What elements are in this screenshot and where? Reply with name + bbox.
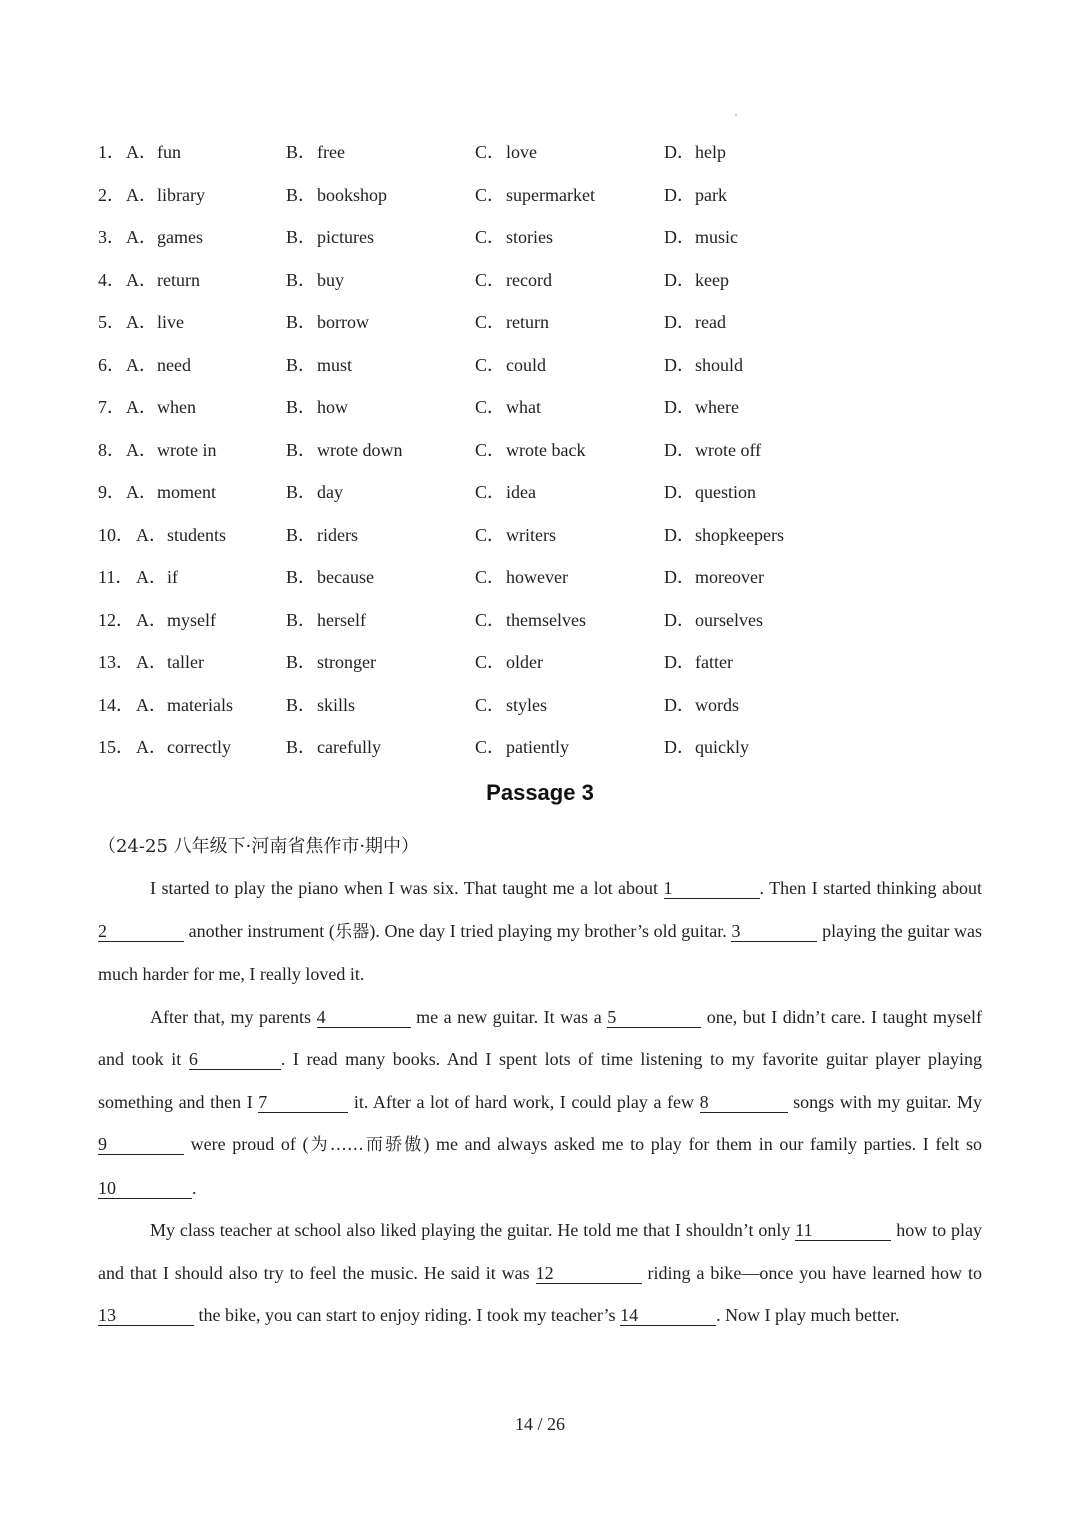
option-letter: A．: [126, 227, 157, 247]
chinese-gloss: 乐器: [334, 921, 370, 942]
option-d: [664, 556, 764, 599]
option-c: [475, 556, 568, 599]
option-a: [136, 556, 178, 599]
option-text: pictures: [317, 227, 374, 247]
option-c: [475, 429, 585, 472]
question-number: 8．: [98, 439, 125, 460]
option-d: [664, 471, 756, 514]
option-text: question: [695, 482, 756, 502]
option-b: [286, 556, 374, 599]
option-text: free: [317, 142, 345, 162]
question-number: 14．: [98, 694, 134, 715]
option-b: [286, 641, 376, 684]
option-row: [98, 556, 998, 599]
text: . Then I started thinking about: [759, 878, 982, 898]
option-c: [475, 259, 552, 302]
option-b: [286, 301, 369, 344]
option-text: park: [695, 184, 727, 205]
option-row: [98, 131, 998, 174]
option-letter: A．: [136, 524, 167, 545]
option-d: [664, 174, 727, 217]
option-letter: B．: [286, 524, 317, 545]
option-a: [136, 641, 204, 684]
blank-1: 1: [664, 878, 760, 899]
passage-source: （24-25 八年级下·河南省焦作市·期中）: [98, 836, 420, 857]
text: riding a bike—once you have learned how to: [641, 1262, 982, 1283]
option-text: older: [506, 652, 543, 672]
text: another instrument (: [184, 920, 335, 941]
question-number: 13．: [98, 652, 134, 672]
option-letter: C．: [475, 694, 506, 715]
option-row: [98, 216, 998, 259]
option-b: [286, 684, 355, 727]
option-c: [475, 386, 541, 429]
option-letter: A．: [136, 567, 167, 587]
option-row: [98, 386, 998, 429]
option-text: stronger: [317, 652, 376, 672]
option-letter: B．: [286, 354, 317, 375]
text: .: [192, 1177, 197, 1198]
option-a: [126, 344, 191, 387]
option-letter: C．: [475, 312, 506, 332]
option-row: [98, 641, 998, 684]
option-text: record: [506, 269, 552, 290]
option-letter: B．: [286, 652, 317, 672]
option-text: carefully: [317, 737, 381, 757]
option-a: [126, 301, 184, 344]
option-row: [98, 599, 998, 642]
option-letter: A．: [136, 652, 167, 672]
blank-11: 11: [795, 1220, 891, 1241]
option-d: [664, 131, 726, 174]
option-d: [664, 726, 749, 769]
option-letter: D．: [664, 482, 695, 502]
option-a: [136, 514, 226, 557]
option-text: library: [157, 184, 205, 205]
option-letter: B．: [286, 227, 317, 247]
option-b: [286, 726, 381, 769]
option-text: wrote off: [695, 439, 762, 460]
option-text: bookshop: [317, 184, 388, 205]
option-letter: D．: [664, 609, 695, 630]
question-number: 5．: [98, 312, 125, 332]
option-text: skills: [317, 694, 356, 715]
blank-13: 13: [98, 1305, 194, 1326]
option-text: myself: [167, 609, 216, 630]
text: ) me and always asked me to play for them in our family parties. I felt so: [423, 1134, 982, 1154]
chinese-gloss: 为……而骄傲: [308, 1135, 424, 1155]
option-letter: A．: [126, 439, 157, 460]
text: were proud of (: [184, 1134, 309, 1154]
blank-8: 8: [700, 1092, 788, 1113]
option-b: [286, 344, 352, 387]
option-letter: C．: [475, 397, 506, 417]
question-number: 9．: [98, 482, 125, 502]
option-c: [475, 216, 553, 259]
paragraph-3: [98, 1209, 982, 1337]
option-letter: B．: [286, 397, 317, 417]
option-text: how: [317, 397, 348, 417]
option-b: [286, 386, 348, 429]
option-a: [126, 174, 205, 217]
option-text: herself: [317, 609, 366, 630]
option-letter: A．: [126, 269, 157, 290]
option-c: [475, 599, 586, 642]
blank-9: 9: [98, 1134, 184, 1155]
option-letter: C．: [475, 567, 506, 587]
option-text: return: [506, 312, 549, 332]
option-text: students: [167, 524, 227, 545]
option-d: [664, 216, 738, 259]
option-text: writers: [506, 524, 556, 545]
option-letter: C．: [475, 737, 506, 757]
option-b: [286, 216, 374, 259]
option-letter: D．: [664, 269, 695, 290]
question-number: 4．: [98, 269, 125, 290]
question-number: 6．: [98, 354, 125, 375]
question-number: 1．: [98, 142, 125, 162]
option-letter: B．: [286, 269, 317, 290]
passage-title: Passage 3: [486, 780, 594, 805]
option-letter: A．: [136, 737, 167, 757]
option-text: where: [695, 397, 739, 417]
option-letter: D．: [664, 227, 695, 247]
option-text: wrote down: [317, 439, 403, 460]
question-number: 11．: [98, 567, 134, 587]
option-text: must: [317, 354, 353, 375]
option-text: wrote in: [157, 439, 217, 460]
option-letter: D．: [664, 567, 695, 587]
option-text: ourselves: [695, 609, 763, 630]
option-a: [126, 259, 200, 302]
option-c: [475, 344, 546, 387]
option-d: [664, 429, 761, 472]
option-b: [286, 599, 366, 642]
option-row: [98, 174, 998, 217]
paragraph-2: [98, 996, 982, 1210]
blank-5: 5: [607, 1007, 701, 1028]
option-text: idea: [506, 482, 536, 502]
option-b: [286, 471, 343, 514]
option-letter: D．: [664, 652, 695, 672]
option-c: [475, 684, 547, 727]
option-letter: C．: [475, 269, 506, 290]
option-text: themselves: [506, 609, 586, 630]
option-letter: A．: [126, 142, 157, 162]
option-d: [664, 386, 739, 429]
option-row: [98, 684, 998, 727]
text: how to play and that I should also try to feel the music. He said it was: [98, 1220, 982, 1283]
option-letter: C．: [475, 524, 506, 545]
option-c: [475, 641, 543, 684]
option-letter: D．: [664, 737, 695, 757]
option-text: riders: [317, 524, 358, 545]
option-a: [126, 131, 181, 174]
option-letter: B．: [286, 439, 317, 460]
option-a: [126, 216, 203, 259]
option-text: words: [695, 694, 739, 715]
option-a: [136, 684, 233, 727]
option-letter: A．: [126, 312, 157, 332]
question-number: 3．: [98, 227, 125, 247]
text: . I read many books. And I spent lots of time listening to my favorite guitar player playing something and then I: [98, 1049, 982, 1112]
option-d: [664, 301, 726, 344]
option-a: [136, 726, 231, 769]
option-b: [286, 259, 344, 302]
text: the bike, you can start to enjoy riding. I took my teacher’s: [194, 1305, 621, 1325]
text: I started to play the piano when I was six. That taught me a lot about: [150, 878, 664, 898]
option-letter: B．: [286, 312, 317, 332]
option-letter: D．: [664, 397, 695, 417]
option-row: [98, 259, 998, 302]
option-text: if: [167, 567, 178, 587]
question-number: 7．: [98, 397, 125, 417]
option-letter: A．: [136, 694, 167, 715]
option-text: shopkeepers: [695, 524, 784, 545]
question-number: 15．: [98, 737, 134, 757]
option-d: [664, 641, 733, 684]
option-letter: B．: [286, 609, 317, 630]
option-letter: C．: [475, 142, 506, 162]
paragraph-1: [98, 867, 982, 996]
option-text: because: [317, 567, 374, 587]
option-c: [475, 471, 536, 514]
text: it. After a lot of hard work, I could play a few: [348, 1091, 700, 1112]
text: songs with my guitar. My: [787, 1091, 982, 1112]
option-text: live: [157, 312, 184, 332]
option-text: patiently: [506, 737, 569, 757]
option-a: [126, 471, 216, 514]
option-text: borrow: [317, 312, 369, 332]
option-row: [98, 301, 998, 344]
option-a: [126, 429, 216, 472]
option-letter: B．: [286, 184, 317, 205]
option-text: could: [506, 354, 546, 375]
option-c: [475, 514, 556, 557]
option-letter: A．: [136, 609, 167, 630]
option-d: [664, 599, 763, 642]
option-text: wrote back: [506, 439, 586, 460]
text: After that, my parents: [150, 1006, 317, 1027]
option-text: need: [157, 354, 191, 375]
option-row: [98, 429, 998, 472]
option-text: materials: [167, 694, 233, 715]
question-number: 2．: [98, 184, 125, 205]
scan-dot: [735, 114, 737, 116]
option-b: [286, 174, 387, 217]
option-text: supermarket: [506, 184, 595, 205]
option-text: taller: [167, 652, 204, 672]
option-letter: D．: [664, 184, 695, 205]
option-c: [475, 174, 595, 217]
option-letter: D．: [664, 354, 695, 375]
option-text: quickly: [695, 737, 749, 757]
option-text: games: [157, 227, 203, 247]
blank-3: 3: [731, 921, 817, 942]
text: one, but I didn’t care. I taught myself and took it: [98, 1006, 983, 1069]
option-text: fun: [157, 142, 181, 162]
option-text: when: [157, 397, 196, 417]
text: me a new guitar. It was a: [410, 1006, 608, 1027]
option-text: return: [157, 269, 200, 290]
option-d: [664, 514, 784, 557]
option-text: day: [317, 482, 343, 502]
option-text: keep: [695, 269, 729, 290]
option-d: [664, 344, 743, 387]
option-text: help: [695, 142, 726, 162]
options-list: [98, 131, 998, 769]
blank-7: 7: [258, 1092, 348, 1113]
option-c: [475, 726, 569, 769]
option-letter: D．: [664, 694, 695, 715]
option-letter: B．: [286, 567, 317, 587]
option-text: correctly: [167, 737, 231, 757]
option-b: [286, 514, 358, 557]
option-letter: B．: [286, 142, 317, 162]
option-row: [98, 514, 998, 557]
option-row: [98, 471, 998, 514]
option-text: moreover: [695, 567, 764, 587]
option-text: buy: [317, 269, 344, 290]
blank-2: 2: [98, 921, 184, 942]
option-text: what: [506, 397, 541, 417]
option-letter: C．: [475, 184, 506, 205]
option-letter: D．: [664, 524, 695, 545]
option-letter: C．: [475, 609, 506, 630]
option-text: however: [506, 567, 568, 587]
text: ). One day I tried playing my brother’s old guitar.: [369, 920, 732, 941]
option-text: styles: [506, 694, 548, 715]
option-c: [475, 131, 537, 174]
passage-body: [98, 867, 982, 1337]
option-d: [664, 259, 729, 302]
option-letter: C．: [475, 482, 506, 502]
option-letter: A．: [126, 184, 157, 205]
option-letter: A．: [126, 482, 157, 502]
blank-4: 4: [317, 1007, 411, 1028]
option-letter: C．: [475, 439, 506, 460]
question-number: 12．: [98, 609, 134, 630]
option-letter: A．: [126, 354, 157, 375]
option-text: read: [695, 312, 726, 332]
option-row: [98, 344, 998, 387]
option-text: stories: [506, 227, 553, 247]
option-letter: D．: [664, 439, 695, 460]
option-a: [136, 599, 216, 642]
option-letter: C．: [475, 227, 506, 247]
option-letter: D．: [664, 312, 695, 332]
option-b: [286, 131, 345, 174]
text: . Now I play much better.: [716, 1305, 900, 1325]
blank-10: 10: [98, 1178, 192, 1199]
option-letter: B．: [286, 694, 317, 715]
option-text: music: [695, 227, 738, 247]
question-number: 10．: [98, 524, 134, 545]
option-row: [98, 726, 998, 769]
blank-12: 12: [536, 1263, 642, 1284]
option-letter: C．: [475, 354, 506, 375]
option-text: love: [506, 142, 537, 162]
option-c: [475, 301, 549, 344]
blank-14: 14: [620, 1305, 716, 1326]
option-b: [286, 429, 402, 472]
option-letter: C．: [475, 652, 506, 672]
text: playing the guitar was much harder for me, I really loved it.: [98, 920, 982, 984]
option-d: [664, 684, 739, 727]
option-a: [126, 386, 196, 429]
option-text: fatter: [695, 652, 733, 672]
option-text: should: [695, 354, 744, 375]
option-text: moment: [157, 482, 216, 502]
option-letter: B．: [286, 737, 317, 757]
blank-6: 6: [189, 1049, 281, 1070]
option-letter: D．: [664, 142, 695, 162]
page-number: 14 / 26: [514, 1414, 565, 1434]
option-letter: A．: [126, 397, 157, 417]
option-letter: B．: [286, 482, 317, 502]
text: My class teacher at school also liked playing the guitar. He told me that I shouldn’t only: [150, 1220, 796, 1240]
